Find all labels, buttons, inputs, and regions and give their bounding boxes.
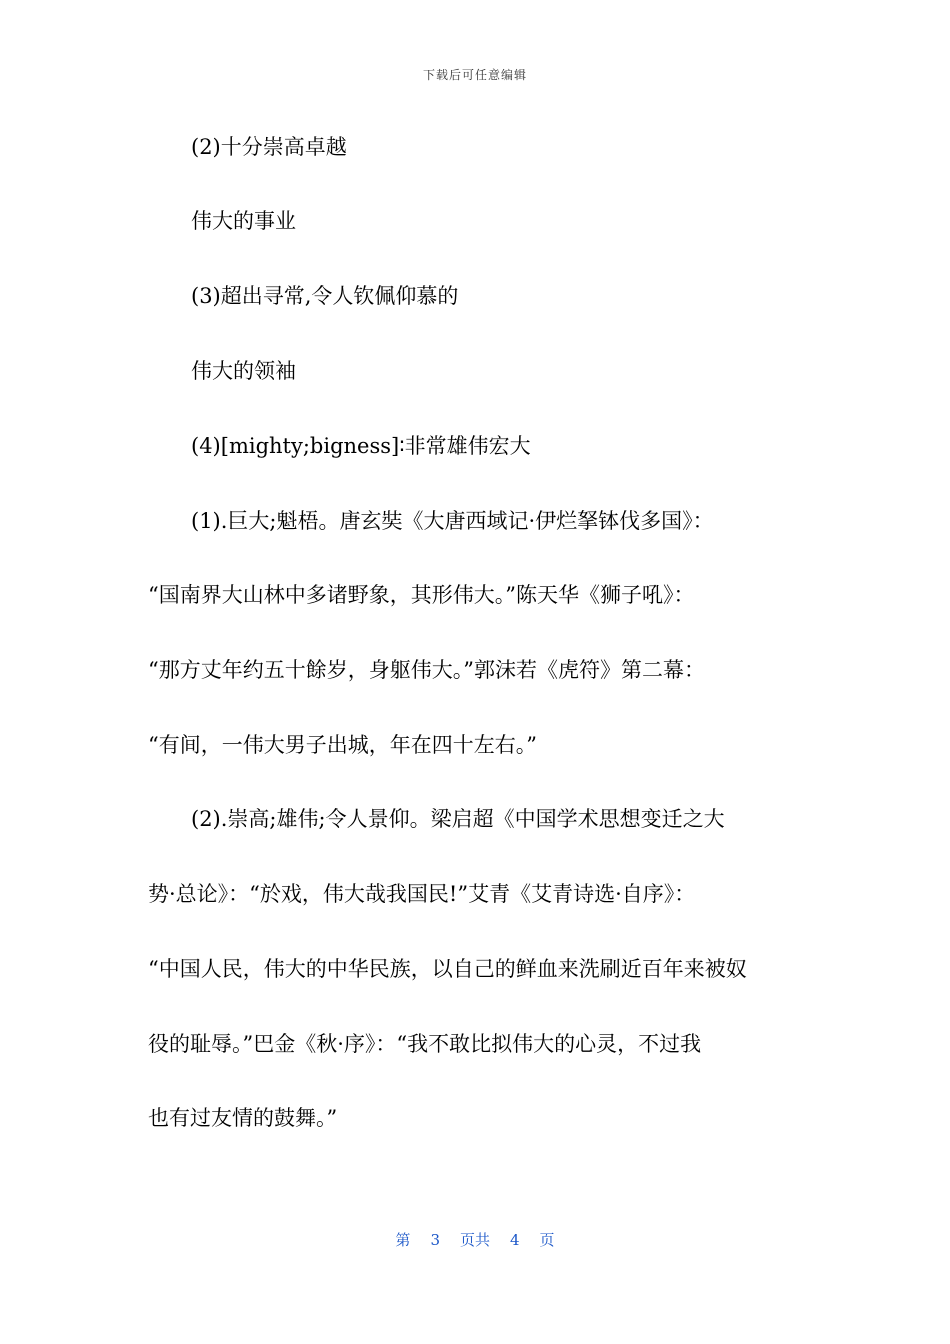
text-line: (3)超出寻常,令人钦佩仰慕的 — [191, 284, 459, 308]
total-pages: 4 — [510, 1231, 520, 1249]
text-line: 伟大的事业 — [191, 209, 296, 233]
page-number: 3 — [430, 1231, 440, 1249]
text-line: (2).崇高;雄伟;令人景仰。梁启超《中国学术思想变迁之大 — [191, 807, 725, 831]
text-line: (4)[mighty;bigness]∶非常雄伟宏大 — [191, 434, 531, 458]
page-header: 下载后可任意编辑 — [422, 68, 527, 82]
text-line: 伟大的领袖 — [191, 359, 296, 383]
page-mid: 页共 — [459, 1231, 490, 1249]
text-line: 也有过友情的鼓舞。” — [148, 1106, 338, 1130]
page-prefix: 第 — [395, 1231, 411, 1249]
text-line: 势·总论》：“於戏，伟大哉我国民!”艾青《艾青诗选·自序》： — [148, 882, 696, 906]
text-line: (2)十分崇高卓越 — [191, 135, 347, 159]
page-suffix: 页 — [539, 1231, 555, 1249]
text-line: “国南界大山林中多诸野象，其形伟大。”陈天华《狮子吼》： — [148, 583, 695, 607]
text-line: “那方丈年约五十餘岁，身躯伟大。”郭沫若《虎符》第二幕： — [148, 658, 705, 682]
text-line: (1).巨大;魁梧。唐玄奘《大唐西域记·伊烂拏钵伐多国》： — [191, 509, 714, 533]
page-footer — [0, 1229, 950, 1250]
text-line: “有间，一伟大男子出城，年在四十左右。” — [148, 733, 537, 757]
text-line: “中国人民，伟大的中华民族，以自己的鲜血来洗刷近百年来被奴 — [148, 957, 747, 981]
text-line: 役的耻辱。”巴金《秋·序》：“我不敢比拟伟大的心灵，不过我 — [148, 1032, 702, 1056]
